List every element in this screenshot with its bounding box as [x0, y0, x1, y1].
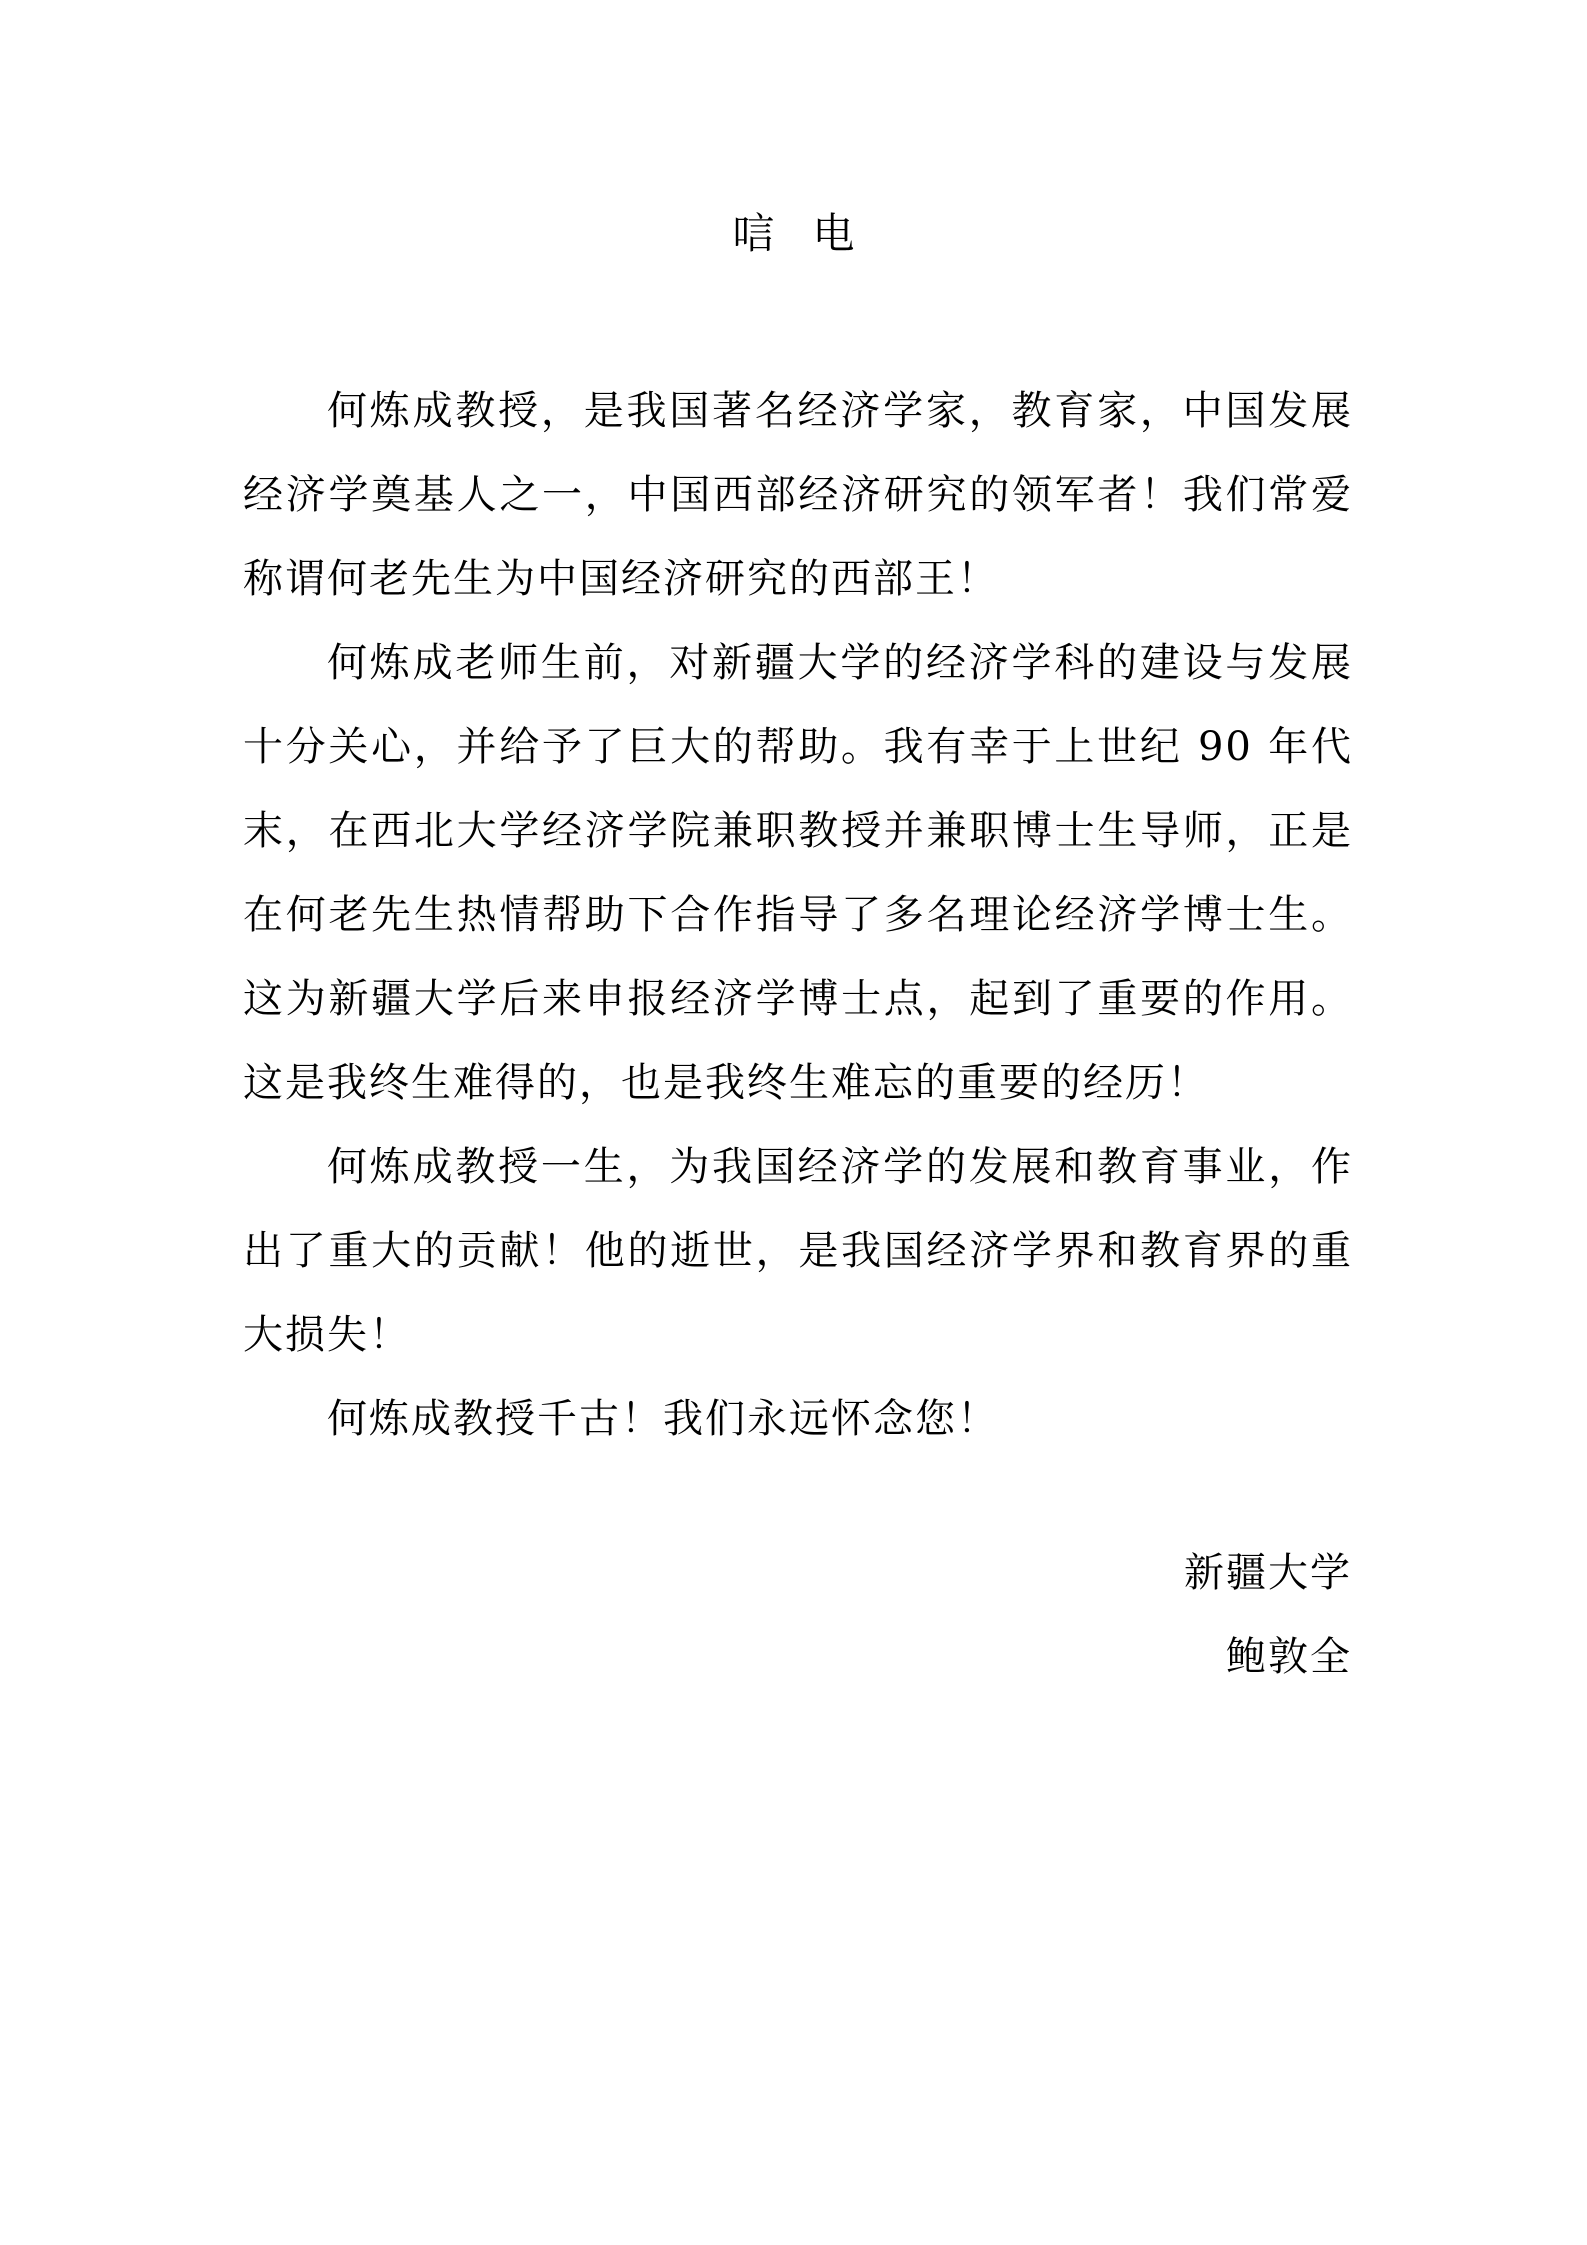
signature-organization: 新疆大学 [1184, 1550, 1352, 1596]
document-title: 唁电 [732, 209, 893, 258]
signature-name: 鲍敦全 [1226, 1634, 1352, 1680]
signature-block [1184, 1531, 1352, 1699]
paragraph-4: 何炼成教授千古！我们永远怀念您！ [327, 1396, 999, 1442]
paragraph-2: 何炼成老师生前，对新疆大学的经济学科的建设与发展十分关心，并给予了巨大的帮助。我有幸于上世纪 90 年代末，在西北大学经济学院兼职教授并兼职博士生导师，正是在何老先生热情帮助下合作指导了多名理论经济学博士生。这为新疆大学后来申报经济学博士点，起到了重要的作用。这是我终生难得的，也是我终生难忘的重要的经历！ [243, 640, 1353, 1106]
document-body [243, 369, 1353, 1461]
paragraph-3: 何炼成教授一生，为我国经济学的发展和教育事业，作出了重大的贡献！他的逝世，是我国经济学界和教育界的重大损失！ [243, 1144, 1353, 1358]
paragraph-1: 何炼成教授，是我国著名经济学家，教育家，中国发展经济学奠基人之一，中国西部经济研究的领军者！我们常爱称谓何老先生为中国经济研究的西部王！ [243, 388, 1353, 602]
